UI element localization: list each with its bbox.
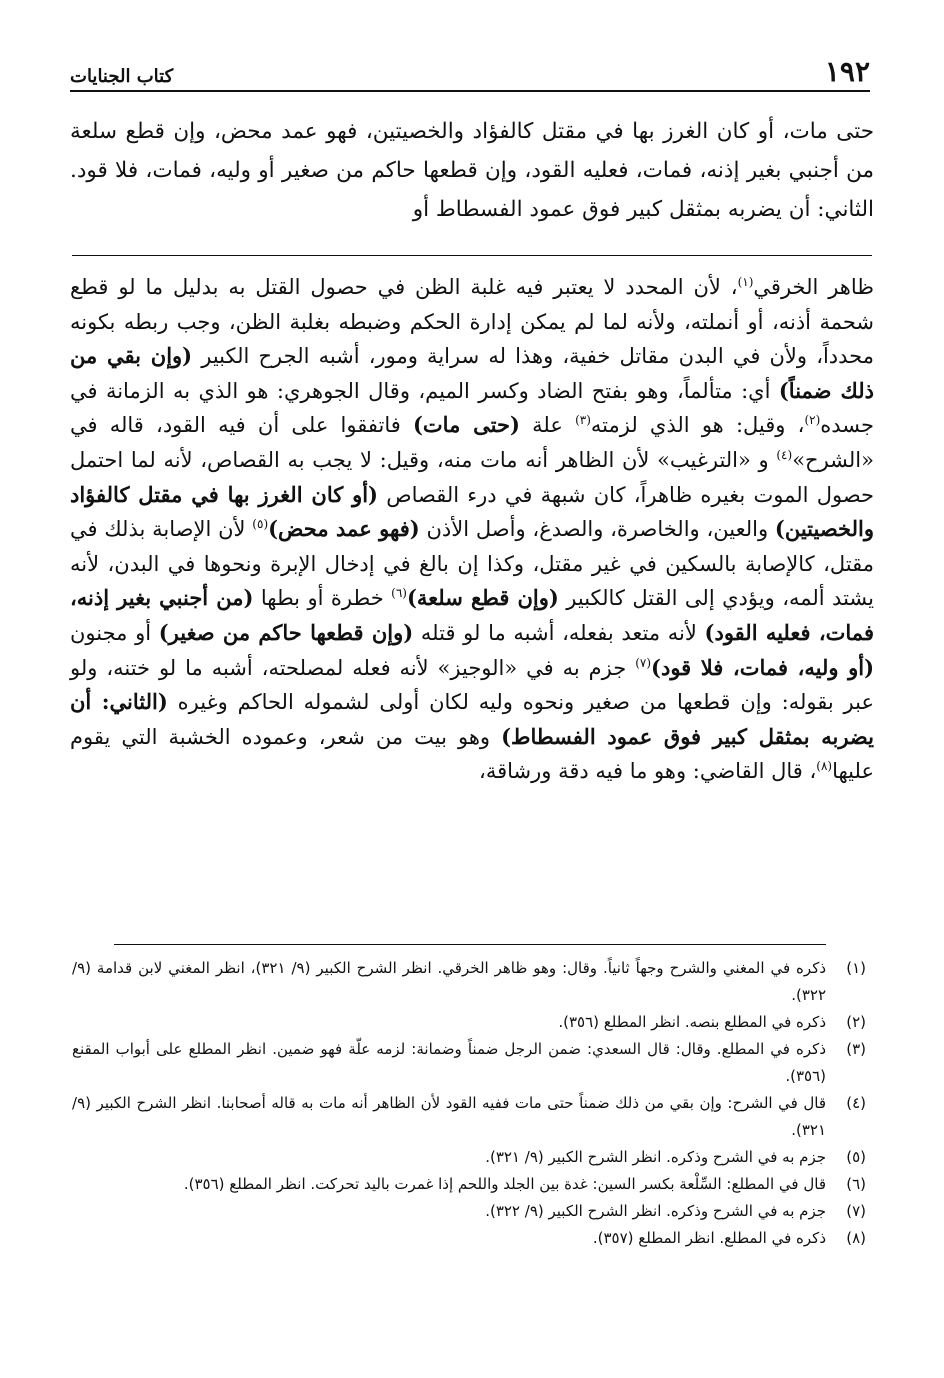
footnote-number: (٨): [846, 1229, 866, 1247]
main-text-paragraph: حتى مات، أو كان الغرز بها في مقتل كالفؤاد والخصيتين، فهو عمد محض، وإن قطع سلعة من أجنبي بغير إذنه، فمات، فعليه القود، وإن قطعها حاكم من صغير أو وليه، فمات، فلا قود. الثاني: أن يضربه بمثقل كبير فوق عمود الفسطاط أو: [70, 119, 874, 222]
footnote: [72, 1009, 866, 1036]
footnote-number: (١): [846, 959, 866, 977]
main-text: [70, 112, 874, 229]
commentary-segment: أو مجنون: [70, 620, 159, 645]
footnote-number: (٣): [846, 1040, 866, 1058]
footnote: [72, 1198, 866, 1225]
footnote-number: (٤): [846, 1094, 866, 1112]
footnote-text: قال في المطلع: السِّلْعة بكسر السين: غدة بين الجلد واللحم إذا غمرت باليد تحركت. انظر المطلع (٣٥٦).: [183, 1175, 826, 1193]
commentary-segment: ظاهر الخرقي: [753, 275, 874, 299]
commentary-segment: أي: متألماً، وهو بفتح الضاد وكسر الميم، وقال الجوهري: هو الذي به الزمانة في جسده: [70, 378, 875, 438]
footnote-text: ذكره في المطلع بنصه. انظر المطلع (٣٥٦).: [558, 1013, 826, 1031]
quoted-matn: (من أجنبي بغير إذنه، فمات، فعليه القود): [70, 585, 874, 645]
commentary-text: [70, 270, 874, 789]
footnote-ref-1: (١): [737, 275, 754, 289]
footnote-text: ذكره في المطلع. وقال: قال السعدي: ضمن الرجل ضمناً وضمانة: لزمه علّة فهو ضمين. انظر المطلع على أبواب المقنع (٣٥٦).: [72, 1040, 826, 1085]
chapter-title: كتاب الجنايات: [70, 66, 174, 87]
quoted-matn: (الثاني: أن يضربه بمثقل كبير فوق عمود الفسطاط): [70, 689, 874, 749]
commentary-segment: وهو بيت من شعر، وعموده الخشبة التي يقوم عليها: [70, 724, 874, 784]
footnote-separator: [114, 944, 826, 945]
commentary-segment: لأن الإصابة بذلك في مقتل، كالإصابة بالسكين في غير مقتل، وكذا إن بالغ في إدخال الإبرة ونحوها في البدن، لأنه يشتد ألمه، ويؤدي إلى القتل كالكبير: [70, 517, 874, 611]
quoted-matn: (وإن قطع سلعة): [406, 585, 559, 611]
commentary-segment: لأنه متعد بفعله، أشبه ما لو قتله: [413, 620, 705, 645]
footnote-number: (٦): [846, 1175, 866, 1193]
footnote: [72, 1036, 866, 1090]
text-divider: [72, 255, 872, 256]
footnote-ref-6: (٦): [391, 586, 407, 601]
page-number: ١٩٢: [824, 55, 870, 88]
commentary-segment: ، لأن المحدد لا يعتبر فيه غلبة الظن في حصول القتل به بدليل ما لو قطع شحمة أذنه، أو أنملته، ولأنه لما لم يمكن إدارة الحكم وضبطه بغلبة الظن، وجب ربطه بكونه محدداً، ولأن في البدن مقاتل خفية، وهذا له سراية ومور، أشبه الجرح الكبير: [70, 275, 874, 369]
footnote: [72, 1090, 866, 1144]
quoted-matn: (أو كان الغرز بها في مقتل كالفؤاد والخصيتين): [70, 481, 874, 542]
footnote-text: جزم به في الشرح وذكره. انظر الشرح الكبير (٩/ ٣٢٢).: [485, 1202, 826, 1220]
footnote: [72, 1144, 866, 1171]
commentary-segment: ، قال القاضي: وهو ما فيه دقة ورشاقة،: [479, 759, 817, 784]
footnote-ref-2: (٢): [804, 413, 821, 428]
footnote-ref-3: (٣): [575, 413, 591, 428]
footnote-text: ذكره في المغني والشرح وجهاً ثانياً. وقال: وهو ظاهر الخرقي. انظر الشرح الكبير (٩/ ٣٢١)، انظر المغني لابن قدامة (٩/ ٣٢٢).: [72, 959, 827, 1004]
footnote: [72, 1171, 866, 1198]
commentary-segment: جزم به في «الوجيز» لأنه فعله لمصلحته، أشبه ما لو ختنه، ولو عبر بقوله: وإن قطعها من صغير ونحوه وليه لكان أولى لشموله الحاكم وغيره: [70, 655, 875, 715]
quoted-matn: (وإن بقي من ذلك ضمناً): [70, 343, 874, 403]
footnotes: [72, 955, 866, 1252]
commentary-segment: والعين، والخاصرة، والصدغ، وأصل الأذن: [419, 517, 775, 542]
footnote-text: ذكره في المطلع. انظر المطلع (٣٥٧).: [592, 1229, 826, 1247]
footnote-number: (٥): [846, 1148, 866, 1166]
footnote-ref-7: (٧): [635, 655, 652, 670]
quoted-matn: (فهو عمد محض): [268, 516, 420, 542]
footnote-text: جزم به في الشرح وذكره. انظر الشرح الكبير (٩/ ٣٢١).: [485, 1148, 826, 1166]
commentary-segment: علة: [519, 413, 576, 438]
footnote-ref-4: (٤): [776, 447, 793, 462]
commentary-segment: فاتفقوا على أن فيه القود، قاله في «الشرح»: [70, 413, 874, 472]
commentary-segment: و «الترغيب» لأن الظاهر أنه مات منه، وقيل: لا يجب به القصاص، لأنه لما احتمل حصول الموت بغيره ظاهراً، كان شبهة في درء القصاص: [70, 447, 875, 507]
footnote: [72, 955, 866, 1009]
footnote-number: (٢): [846, 1013, 866, 1031]
quoted-matn: (حتى مات): [412, 412, 520, 438]
page-header: [70, 54, 870, 92]
commentary-paragraph: [70, 270, 874, 789]
quoted-matn: (وإن قطعها حاكم من صغير): [158, 619, 414, 645]
footnote-ref-5: (٥): [252, 517, 269, 532]
footnote-text: قال في الشرح: وإن بقي من ذلك ضمناً حتى مات ففيه القود لأن الظاهر أنه مات به قاله أصحابنا. انظر الشرح الكبير (٩/ ٣٢١).: [72, 1094, 826, 1139]
footnote-ref-8: (٨): [816, 759, 833, 774]
quoted-matn: (أو وليه، فمات، فلا قود): [651, 654, 874, 680]
footnote: [72, 1225, 866, 1252]
footnote-number: (٧): [846, 1202, 866, 1220]
commentary-segment: ، وقيل: هو الذي لزمته: [590, 413, 805, 438]
commentary-segment: خطرة أو بطها: [253, 586, 392, 611]
